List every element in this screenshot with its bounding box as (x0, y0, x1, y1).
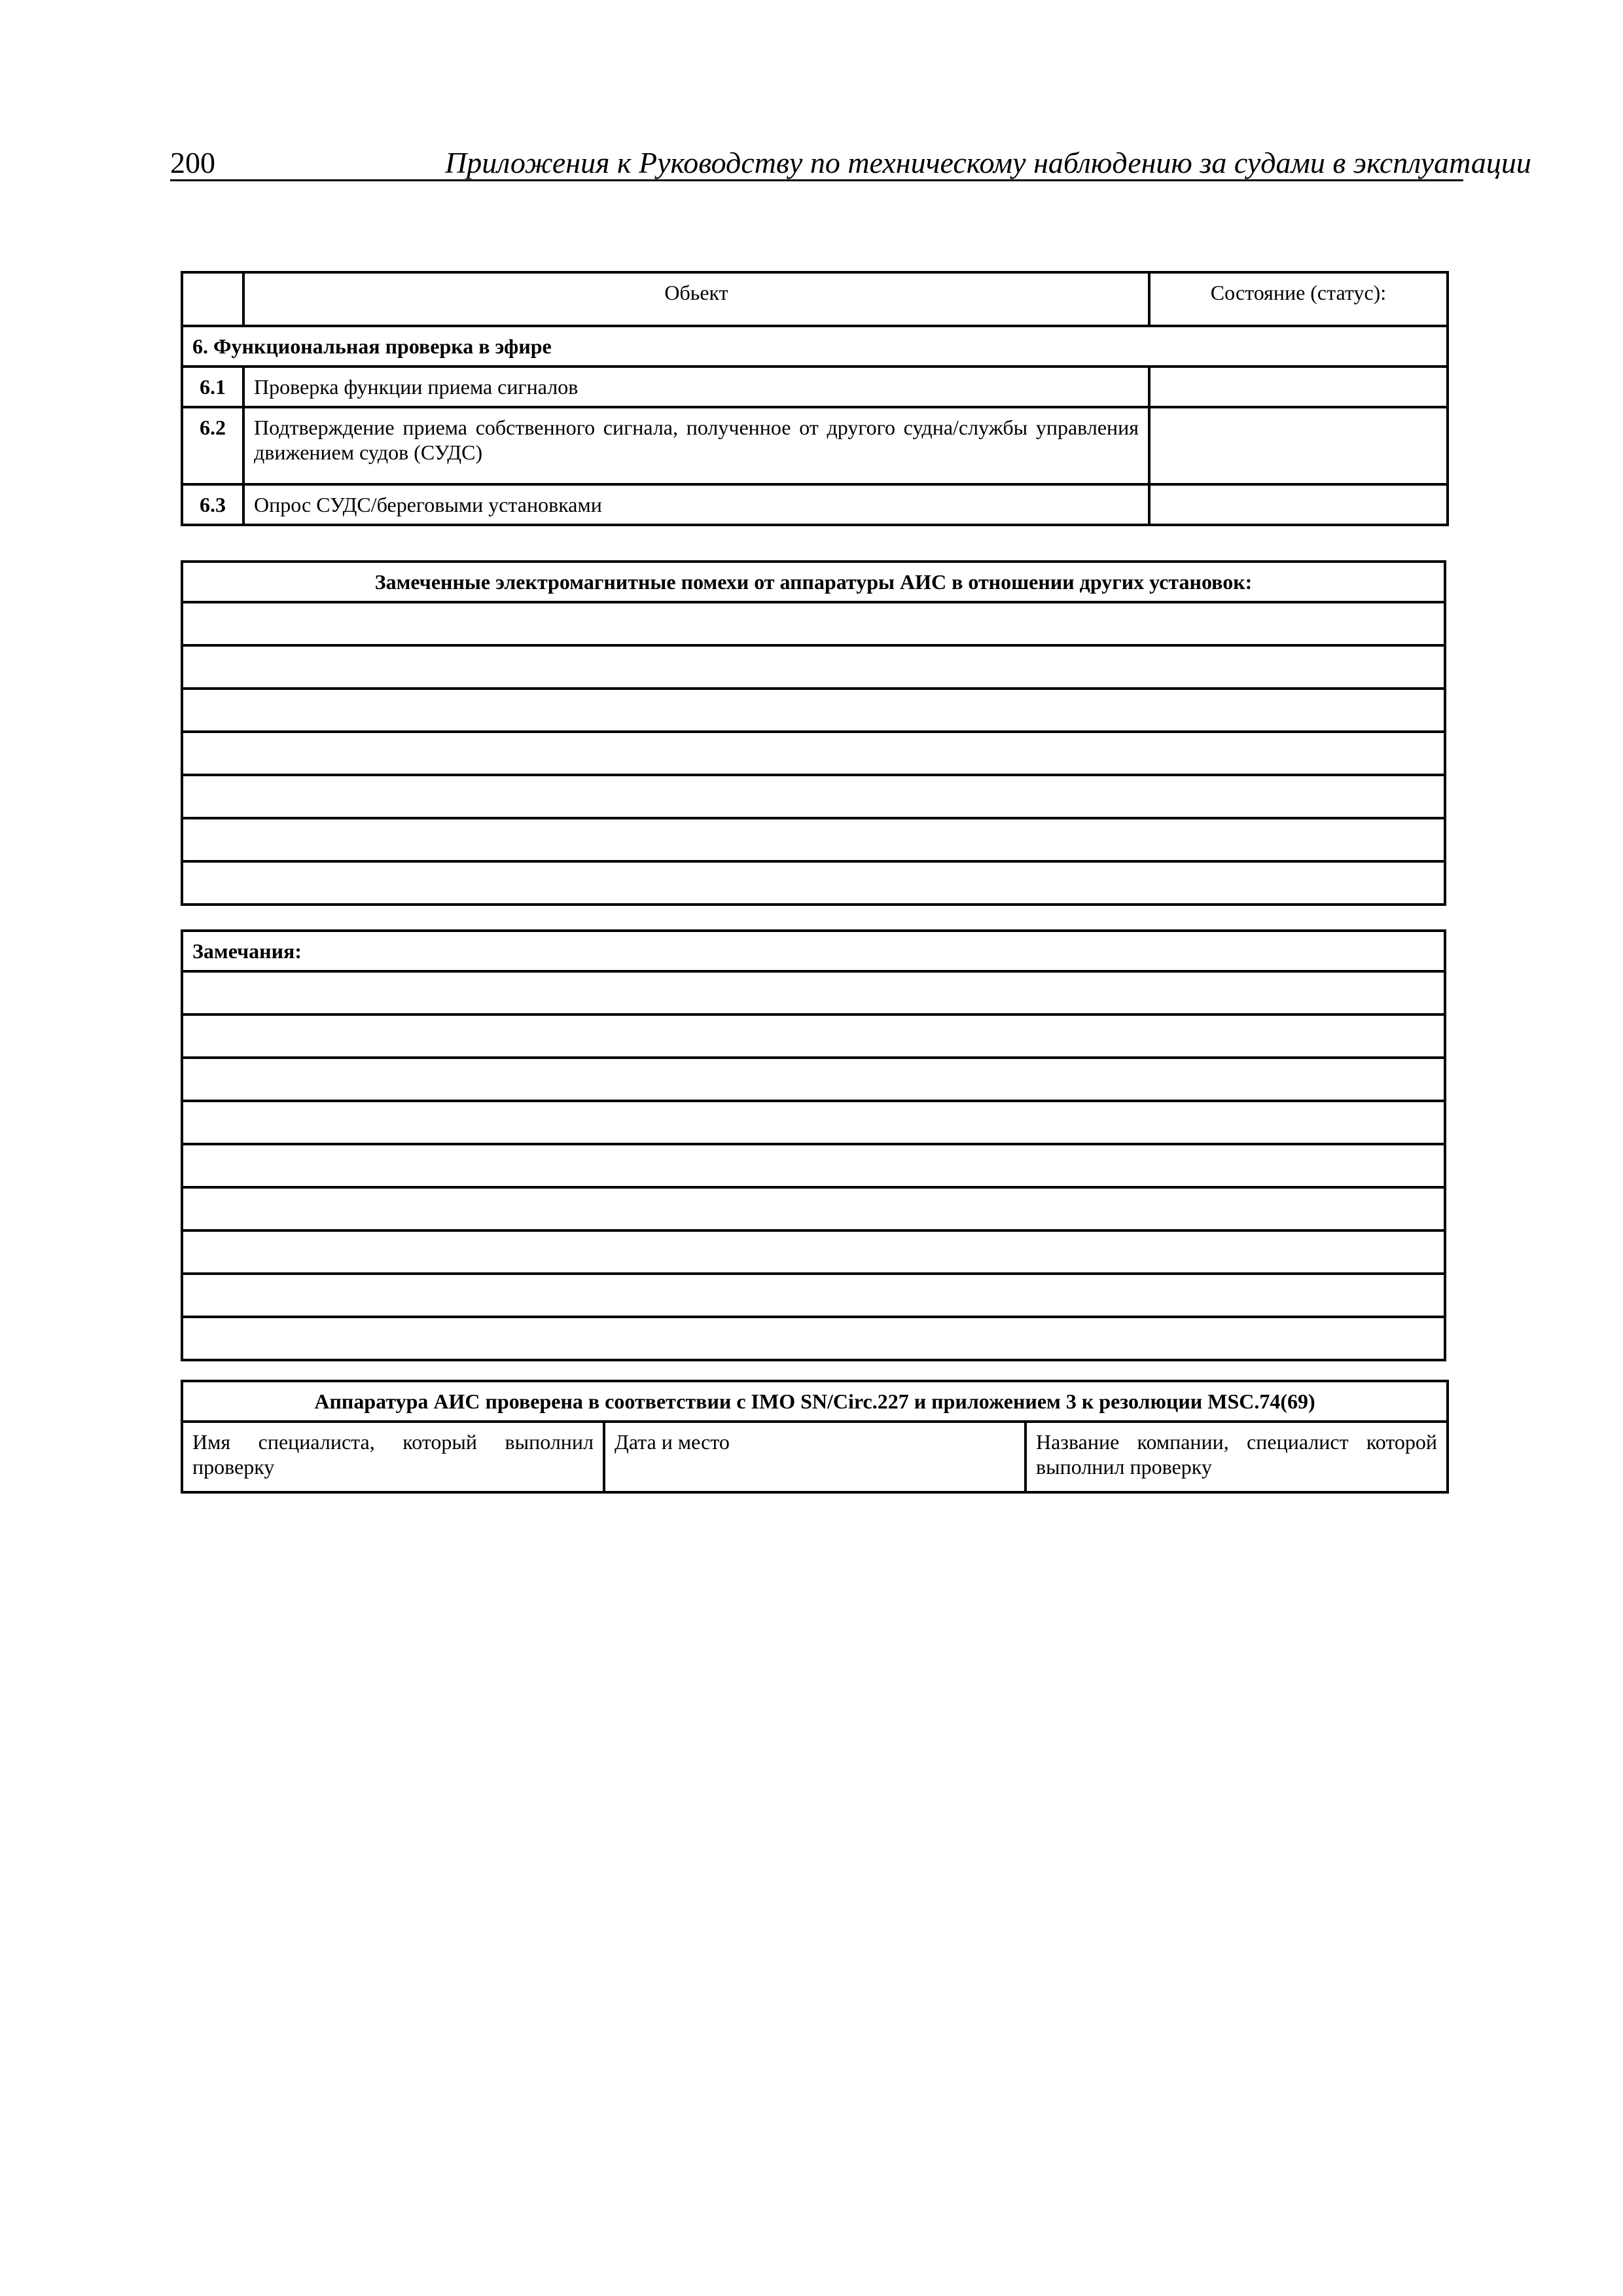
check-number: 6.2 (182, 407, 243, 484)
blank-entry-cell[interactable] (182, 1317, 1445, 1360)
interference-blank-row (182, 602, 1445, 645)
blank-entry-cell[interactable] (182, 861, 1445, 905)
check-row-6-3 (182, 484, 1448, 525)
blank-entry-cell[interactable] (182, 1187, 1445, 1230)
check-number: 6.3 (182, 484, 243, 525)
remarks-blank-row (182, 1058, 1445, 1101)
blank-entry-cell[interactable] (182, 1014, 1445, 1058)
check-row-6-2 (182, 407, 1448, 484)
interference-blank-row (182, 645, 1445, 689)
verification-table (181, 1380, 1449, 1494)
checks-header-num-cell (182, 272, 243, 326)
blank-entry-cell[interactable] (182, 818, 1445, 861)
verification-title: Аппаратура АИС проверена в соответствии с IMO SN/Circ.227 и приложением 3 к резолюции MSC.74(69) (182, 1381, 1448, 1422)
interference-blank-row (182, 818, 1445, 861)
blank-entry-cell[interactable] (182, 689, 1445, 732)
blank-entry-cell[interactable] (182, 602, 1445, 645)
remarks-blank-row (182, 1101, 1445, 1144)
remarks-table (181, 929, 1446, 1361)
blank-entry-cell[interactable] (182, 1274, 1445, 1317)
date-place-field[interactable]: Дата и место (604, 1422, 1026, 1492)
blank-entry-cell[interactable] (182, 732, 1445, 775)
interference-blank-row (182, 689, 1445, 732)
check-status-cell[interactable] (1149, 367, 1448, 407)
specialist-name-field[interactable]: Имя специалиста, который выполнил проверку (182, 1422, 604, 1492)
blank-entry-cell[interactable] (182, 1230, 1445, 1274)
blank-entry-cell[interactable] (182, 1101, 1445, 1144)
remarks-blank-row (182, 1014, 1445, 1058)
check-text: Подтверждение приема собственного сигнала, полученное от другого судна/службы управления движением судов (СУДС) (243, 407, 1149, 484)
check-status-cell[interactable] (1149, 484, 1448, 525)
check-status-cell[interactable] (1149, 407, 1448, 484)
col-object-header: Обьект (243, 272, 1149, 326)
check-text: Проверка функции приема сигналов (243, 367, 1149, 407)
blank-entry-cell[interactable] (182, 775, 1445, 818)
blank-entry-cell[interactable] (182, 971, 1445, 1014)
remarks-blank-row (182, 971, 1445, 1014)
interference-blank-row (182, 775, 1445, 818)
header-rule (170, 179, 1463, 181)
blank-entry-cell[interactable] (182, 1144, 1445, 1187)
check-row-6-1 (182, 367, 1448, 407)
section-title: 6. Функциональная проверка в эфире (182, 326, 1448, 367)
verification-fields-row (182, 1422, 1448, 1492)
running-title: Приложения к Руководству по техническому наблюдению за судами в эксплуатации (445, 146, 1531, 179)
remarks-title: Замечания: (182, 931, 1445, 971)
checks-header-row (182, 272, 1448, 326)
verification-title-row (182, 1381, 1448, 1422)
remarks-title-row (182, 931, 1445, 971)
remarks-blank-row (182, 1144, 1445, 1187)
blank-entry-cell[interactable] (182, 645, 1445, 689)
check-number: 6.1 (182, 367, 243, 407)
interference-blank-row (182, 732, 1445, 775)
remarks-blank-row (182, 1230, 1445, 1274)
interference-blank-row (182, 861, 1445, 905)
checks-table (181, 271, 1449, 526)
remarks-blank-row (182, 1317, 1445, 1360)
col-status-header: Состояние (статус): (1149, 272, 1448, 326)
interference-table (181, 560, 1446, 906)
interference-title-row (182, 562, 1445, 602)
check-text: Опрос СУДС/береговыми установками (243, 484, 1149, 525)
section-row (182, 326, 1448, 367)
company-name-field[interactable]: Название компании, специалист которой выполнил проверку (1026, 1422, 1448, 1492)
interference-title: Замеченные электромагнитные помехи от аппаратуры АИС в отношении других установок: (182, 562, 1445, 602)
page-number: 200 (170, 146, 215, 179)
remarks-blank-row (182, 1187, 1445, 1230)
blank-entry-cell[interactable] (182, 1058, 1445, 1101)
remarks-blank-row (182, 1274, 1445, 1317)
